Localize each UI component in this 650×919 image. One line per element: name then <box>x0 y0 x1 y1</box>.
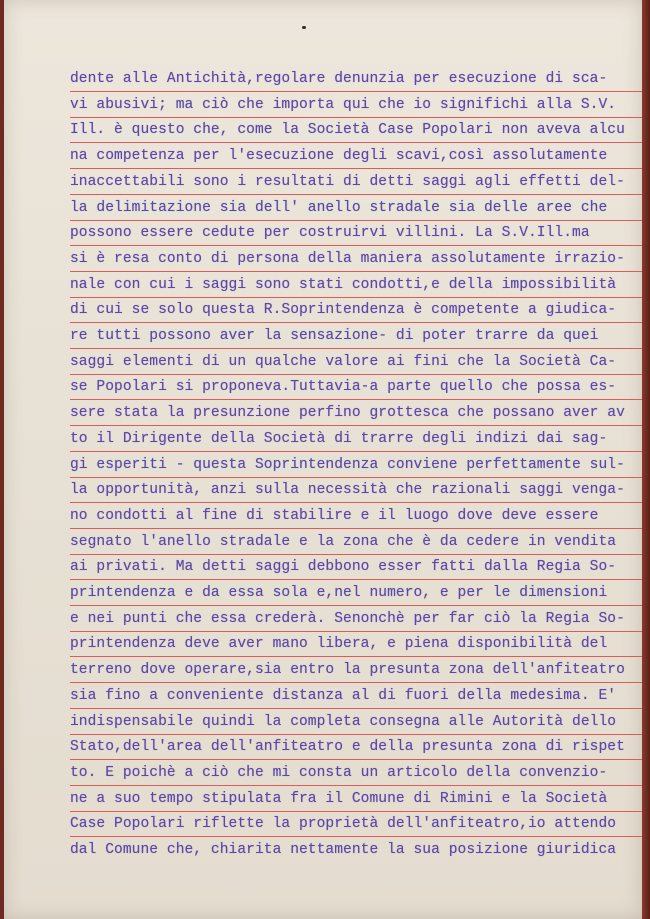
typewritten-page <box>4 0 642 919</box>
text-line: Ill. è questo che, come la Società Case Popolari non aveva alcu <box>70 122 625 139</box>
text-line: vi abusivi; ma ciò che importa qui che io significhi alla S.V. <box>70 96 617 113</box>
text-line: sia fino a conveniente distanza al di fuori della medesima. E' <box>70 687 617 704</box>
text-line: to il Dirigente della Società di trarre degli indizi dai sag- <box>70 430 608 447</box>
text-line: to. E poichè a ciò che mi consta un articolo della convenzio- <box>70 764 608 781</box>
text-line: dente alle Antichità,regolare denunzia per esecuzione di sca- <box>70 71 608 87</box>
text-line: la delimitazione sia dell' anello stradale sia delle aree che <box>70 199 608 216</box>
red-underline-rule <box>70 759 642 760</box>
red-underline-rule <box>70 605 642 606</box>
red-underline-rule <box>70 374 642 375</box>
red-underline-rule <box>70 554 642 555</box>
red-underline-rule <box>70 399 642 400</box>
red-underline-rule <box>70 245 642 246</box>
red-underline-rule <box>70 682 642 683</box>
red-underline-rule <box>70 168 642 169</box>
red-underline-rule <box>70 322 642 323</box>
red-underline-rule <box>70 297 642 298</box>
text-line: printendenza deve aver mano libera, e piena disponibilità del <box>70 636 608 653</box>
text-line: sere stata la presunzione perfino grottesca che possano aver av <box>70 405 625 422</box>
red-underline-rule <box>70 117 642 118</box>
text-line: gi esperiti - questa Soprintendenza conviene perfettamente sul- <box>70 456 625 473</box>
text-line: ai privati. Ma detti saggi debbono esser fatti dalla Regia So- <box>70 559 617 576</box>
ink-speck <box>302 26 306 29</box>
text-line: saggi elementi di un qualche valore ai fini che la Società Ca- <box>70 353 617 370</box>
text-line: segnato l'anello stradale e la zona che è da cedere in vendita <box>70 533 617 550</box>
text-line: indispensabile quindi la completa consegna alle Autorità dello <box>70 713 617 730</box>
red-underline-rule <box>70 142 642 143</box>
red-underline-rule <box>70 451 642 452</box>
text-line: re tutti possono aver la sensazione- di poter trarre da quei <box>70 328 599 344</box>
red-underline-rule <box>70 631 642 632</box>
text-line: la opportunità, anzi sulla necessità che razionali saggi venga- <box>70 482 625 499</box>
text-line: possono essere cedute per costruirvi villini. La S.V.Ill.ma <box>70 225 590 242</box>
red-underline-rule <box>70 811 642 812</box>
text-line: se Popolari si proponeva.Tuttavia-a parte quello che possa es- <box>70 379 617 396</box>
red-underline-rule <box>70 785 642 786</box>
red-underline-rule <box>70 836 642 837</box>
red-underline-rule <box>70 528 642 529</box>
text-line: ne a suo tempo stipulata fra il Comune di Rimini e la Società <box>70 790 608 807</box>
text-line: nale con cui i saggi sono stati condotti,e della impossibilità <box>70 276 617 293</box>
red-underline-rule <box>70 194 642 195</box>
text-line: na competenza per l'esecuzione degli scavi,così assolutamente <box>70 148 608 165</box>
text-line: terreno dove operare,sia entro la presunta zona dell'anfiteatro <box>70 662 625 679</box>
red-underline-rule <box>70 220 642 221</box>
text-line: di cui se solo questa R.Soprintendenza è competente a giudica- <box>70 302 617 319</box>
text-line: no condotti al fine di stabilire e il luogo dove deve essere <box>70 507 599 524</box>
text-line: dal Comune che, chiarita nettamente la sua posizione giuridica <box>70 842 617 858</box>
red-underline-rule <box>70 579 642 580</box>
red-underline-rule <box>70 734 642 735</box>
red-underline-rule <box>70 425 642 426</box>
red-underline-rule <box>70 477 642 478</box>
page-edge <box>642 0 650 919</box>
red-underline-rule <box>70 91 642 92</box>
text-line: Case Popolari riflette la proprietà dell'anfiteatro,io attendo <box>70 816 617 833</box>
red-underline-rule <box>70 348 642 349</box>
red-underline-rule <box>70 656 642 657</box>
red-underline-rule <box>70 708 642 709</box>
red-underline-rule <box>70 271 642 272</box>
text-line: printendenza e da essa sola e,nel numero, e per le dimensioni <box>70 585 608 601</box>
text-line: Stato,dell'area dell'anfiteatro e della presunta zona di rispet <box>70 739 625 756</box>
text-line: e nei punti che essa crederà. Senonchè per far ciò la Regia So- <box>70 610 625 627</box>
text-line: inaccettabili sono i resultati di detti saggi agli effetti del- <box>70 173 625 190</box>
text-line: si è resa conto di persona della maniera assolutamente irrazio- <box>70 250 625 267</box>
red-underline-rule <box>70 502 642 503</box>
